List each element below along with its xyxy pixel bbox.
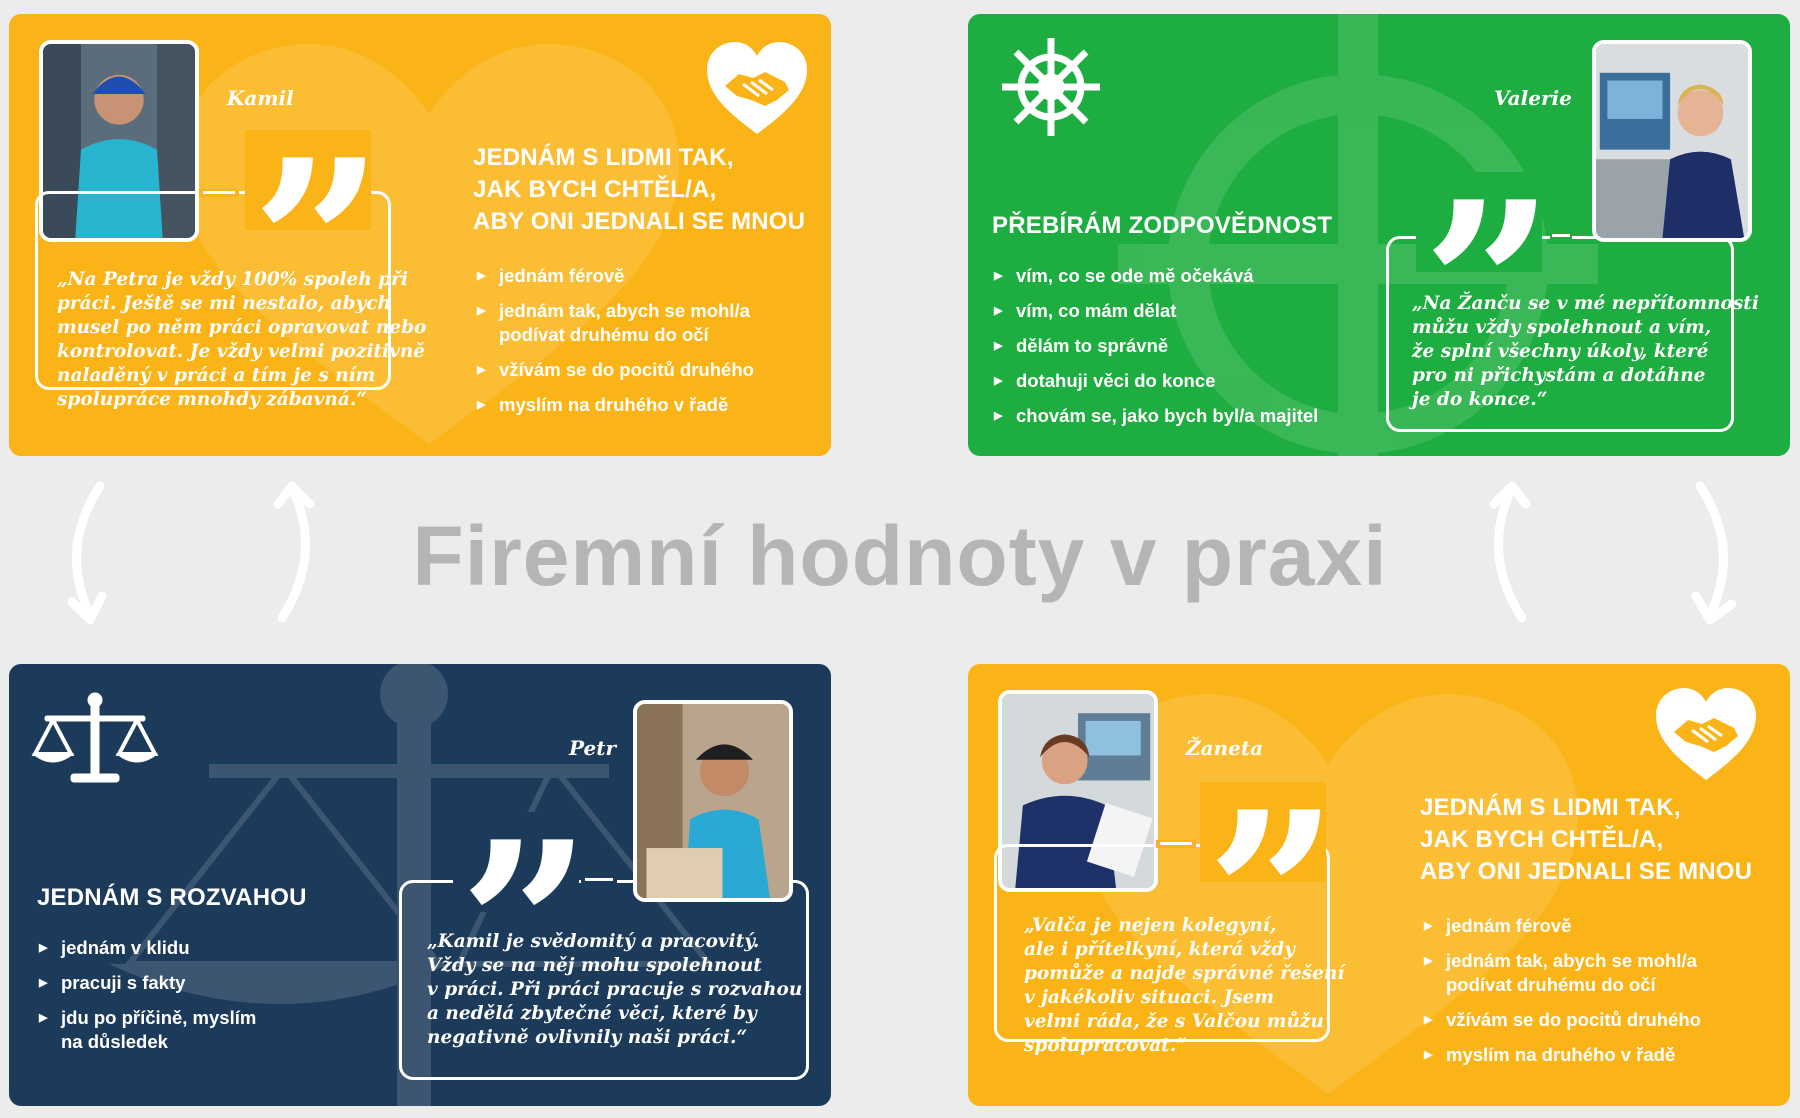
list-item: ▶ jednám v klidu (39, 936, 256, 960)
list-item: ▶ jednám férově (477, 264, 754, 288)
list-item: ▶ jednám tak, abych se mohl/a podívat druhému do očí (1424, 949, 1701, 997)
list-item: ▶ jednám férově (1424, 914, 1701, 938)
value-card-top-right (968, 14, 1790, 456)
testimonial-quote: „Na Žanču se v mé nepřítomnosti můžu vždy spolehnout a vím, že splní všechny úkoly, které pro ni přichystám a dotáhne je do konce.“ (1412, 293, 1759, 410)
value-card-top-left (9, 14, 831, 456)
list-item: ▶ chovám se, jako bych byl/a majitel (994, 404, 1318, 428)
person-name: Petr (569, 736, 617, 760)
quote-mark-icon (245, 130, 371, 230)
list-item: ▶ myslím na druhého v řadě (1424, 1043, 1701, 1067)
list-item: ▶ vžívám se do pocitů druhého (1424, 1008, 1701, 1032)
quote-mark-icon (1416, 172, 1542, 272)
list-item: ▶ vžívám se do pocitů druhého (477, 358, 754, 382)
value-heading: JEDNÁM S LIDMI TAK, JAK BYCH CHTĚL/A, ABY ONI JEDNALI SE MNOU (1420, 794, 1753, 885)
value-card-bottom-left (9, 664, 831, 1106)
ship-wheel-icon (998, 34, 1104, 145)
value-bullet-list (477, 264, 754, 428)
list-item: ▶ vím, co mám dělat (994, 299, 1318, 323)
value-card-bottom-right (968, 664, 1790, 1106)
person-name: Žaneta (1186, 736, 1264, 760)
list-item: ▶ jdu po příčině, myslím na důsledek (39, 1006, 256, 1054)
value-heading: JEDNÁM S LIDMI TAK, JAK BYCH CHTĚL/A, ABY ONI JEDNALI SE MNOU (473, 144, 806, 235)
value-bullet-list (1424, 914, 1701, 1078)
page-title: Firemní hodnoty v praxi (412, 509, 1388, 603)
quote-mark-icon (1200, 782, 1326, 882)
person-name: Valerie (1494, 86, 1572, 110)
photo-petr (633, 700, 793, 902)
photo-valerie (1592, 40, 1752, 242)
quote-mark-icon (453, 812, 579, 912)
scales-icon (31, 692, 159, 793)
list-item: ▶ myslím na druhého v řadě (477, 393, 754, 417)
testimonial-quote: „Valča je nejen kolegyní, ale i přítelkyní, která vždy pomůže a najde správné řešení v jakékoliv situaci. Jsem velmi ráda, že s Valčou můžu spolupracovat.“ (1024, 915, 1345, 1056)
value-heading: PŘEBÍRÁM ZODPOVĚDNOST (992, 212, 1333, 239)
testimonial-quote: „Kamil je svědomitý a pracovitý. Vždy se na něj mohu spolehnout v práci. Při práci pracuje s rozvahou a nedělá zbytečné věci, které by negativně ovlivnily naši práci.“ (427, 931, 803, 1048)
list-item: ▶ dělám to správně (994, 334, 1318, 358)
list-item: ▶ pracuji s fakty (39, 971, 256, 995)
value-bullet-list (39, 936, 256, 1065)
person-name: Kamil (227, 86, 294, 110)
testimonial-quote: „Na Petra je vždy 100% spoleh při práci. Ještě se mi nestalo, abych musel po něm práci opravovat nebo kontrolovat. Je vždy velmi pozitivně naladěný v práci a tím je s ním spolupráce mnohdy zábavná.“ (57, 269, 427, 410)
heart-handshake-icon (1652, 684, 1760, 789)
value-bullet-list (994, 264, 1318, 439)
list-item: ▶ vím, co se ode mě očekává (994, 264, 1318, 288)
list-item: ▶ jednám tak, abych se mohl/a podívat druhému do očí (477, 299, 754, 347)
heart-handshake-icon (703, 38, 811, 143)
value-heading: JEDNÁM S ROZVAHOU (37, 884, 307, 911)
list-item: ▶ dotahuji věci do konce (994, 369, 1318, 393)
